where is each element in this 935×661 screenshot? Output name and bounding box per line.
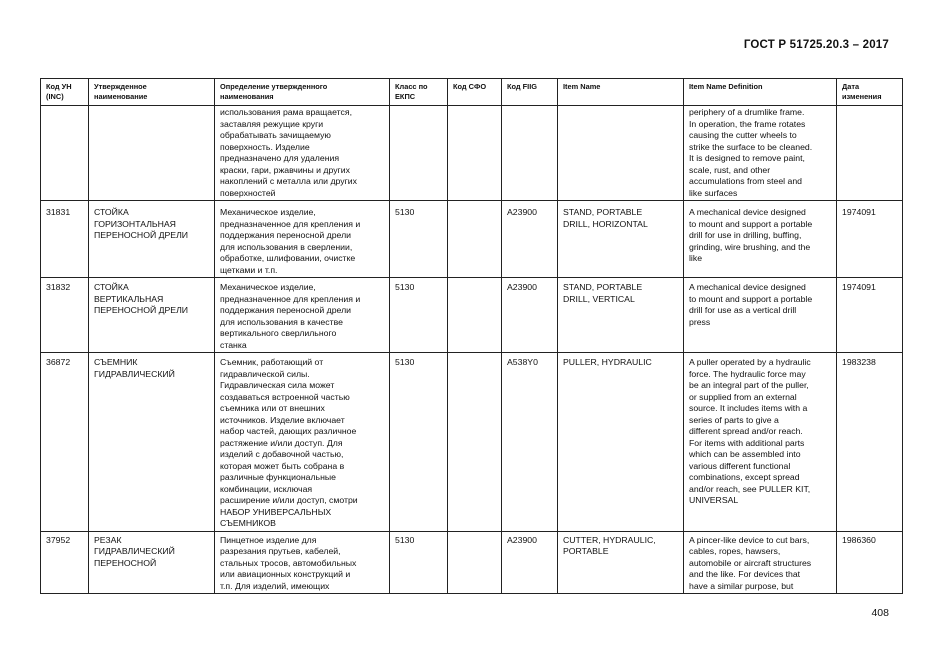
cell-sfo [448, 353, 502, 532]
cell-approved-name: СЪЕМНИК ГИДРАВЛИЧЕСКИЙ [89, 353, 215, 532]
col-header-date: Дата изменения [837, 79, 903, 106]
col-header-approved-name: Утвержденное наименование [89, 79, 215, 106]
table-row [41, 201, 903, 278]
cell-sfo [448, 201, 502, 278]
cell-inc: 37952 [41, 531, 89, 594]
cell-sfo [448, 278, 502, 353]
col-header-fiig: Код FIIG [502, 79, 558, 106]
cell-fiig [502, 106, 558, 201]
col-header-item-definition: Item Name Definition [684, 79, 837, 106]
cell-class: 5130 [390, 531, 448, 594]
cell-date: 1974091 [837, 278, 903, 353]
cell-definition: Механическое изделие, предназначенное для крепления и поддержания переносной дрели для использования в сверлении, обработке, шлифовании, очистке щетками и т.п. [215, 201, 390, 278]
document-title: ГОСТ Р 51725.20.3 – 2017 [743, 39, 889, 51]
cell-approved-name: РЕЗАК ГИДРАВЛИЧЕСКИЙ ПЕРЕНОСНОЙ [89, 531, 215, 594]
catalog-table [40, 78, 903, 594]
cell-inc: 31832 [41, 278, 89, 353]
cell-definition: использования рама вращается, заставляя режущие круги обрабатывать зачищаемую поверхность. Изделие предназначено для удаления краски, гари, ржавчины и других накоплений с металла или других поверхностей [215, 106, 390, 201]
col-header-definition: Определение утвержденного наименования [215, 79, 390, 106]
cell-inc: 36872 [41, 353, 89, 532]
header-row [41, 79, 903, 106]
page-number: 408 [871, 607, 889, 619]
col-header-item-name: Item Name [558, 79, 684, 106]
table-row [41, 531, 903, 594]
cell-class: 5130 [390, 353, 448, 532]
cell-item-definition: A mechanical device designed to mount and support a portable drill for use in drilling, buffing, grinding, wire brushing, and the like [684, 201, 837, 278]
cell-approved-name: СТОЙКА ВЕРТИКАЛЬНАЯ ПЕРЕНОСНОЙ ДРЕЛИ [89, 278, 215, 353]
col-header-inc: Код УН (INC) [41, 79, 89, 106]
cell-approved-name [89, 106, 215, 201]
table-row [41, 353, 903, 532]
cell-fiig: A23900 [502, 278, 558, 353]
cell-item-definition: A mechanical device designed to mount and support a portable drill for use as a vertical drill press [684, 278, 837, 353]
cell-date: 1983238 [837, 353, 903, 532]
cell-item-name: STAND, PORTABLE DRILL, HORIZONTAL [558, 201, 684, 278]
cell-item-name: CUTTER, HYDRAULIC, PORTABLE [558, 531, 684, 594]
cell-item-name: PULLER, HYDRAULIC [558, 353, 684, 532]
cell-fiig: A23900 [502, 201, 558, 278]
cell-date: 1974091 [837, 201, 903, 278]
cell-sfo [448, 106, 502, 201]
cell-item-name: STAND, PORTABLE DRILL, VERTICAL [558, 278, 684, 353]
table-row [41, 106, 903, 201]
table-row [41, 278, 903, 353]
cell-item-definition: A puller operated by a hydraulic force. The hydraulic force may be an integral part of the puller, or supplied from an external source. It includes items with a series of parts to give a different spread and/or reach. For items with additional parts which can be assembled into various different functional combinations, except spread and/or reach, see PULLER KIT, UNIVERSAL [684, 353, 837, 532]
cell-approved-name: СТОЙКА ГОРИЗОНТАЛЬНАЯ ПЕРЕНОСНОЙ ДРЕЛИ [89, 201, 215, 278]
cell-item-definition: A pincer-like device to cut bars, cables, ropes, hawsers, automobile or aircraft structures and the like. For devices that have a similar purpose, but [684, 531, 837, 594]
cell-item-definition: periphery of a drumlike frame. In operation, the frame rotates causing the cutter wheels to strike the surface to be cleaned. It is designed to remove paint, scale, rust, and other accumulations from steel and like surfaces [684, 106, 837, 201]
cell-item-name [558, 106, 684, 201]
cell-fiig: A23900 [502, 531, 558, 594]
cell-inc: 31831 [41, 201, 89, 278]
cell-definition: Механическое изделие, предназначенное для крепления и поддержания переносной дрели для использования в качестве вертикального сверлильного станка [215, 278, 390, 353]
col-header-class: Класс по ЕКПС [390, 79, 448, 106]
cell-date [837, 106, 903, 201]
cell-definition: Пинцетное изделие для разрезания прутьев, кабелей, стальных тросов, автомобильных или авиационных конструкций и т.п. Для изделий, имеющих [215, 531, 390, 594]
cell-inc [41, 106, 89, 201]
cell-definition: Съемник, работающий от гидравлической силы. Гидравлическая сила может создаваться встроенной частью съемника или от внешних источников. Изделие включает набор частей, дающих различное растяжение и/или доступ. Для изделий с добавочной частью, которая может быть собрана в различные функциональные комбинации, исключая расширение и/или доступ, смотри НАБОР УНИВЕРСАЛЬНЫХ СЪЕМНИКОВ [215, 353, 390, 532]
cell-class: 5130 [390, 278, 448, 353]
cell-class [390, 106, 448, 201]
cell-sfo [448, 531, 502, 594]
cell-date: 1986360 [837, 531, 903, 594]
col-header-sfo: Код СФО [448, 79, 502, 106]
cell-class: 5130 [390, 201, 448, 278]
cell-fiig: A538Y0 [502, 353, 558, 532]
